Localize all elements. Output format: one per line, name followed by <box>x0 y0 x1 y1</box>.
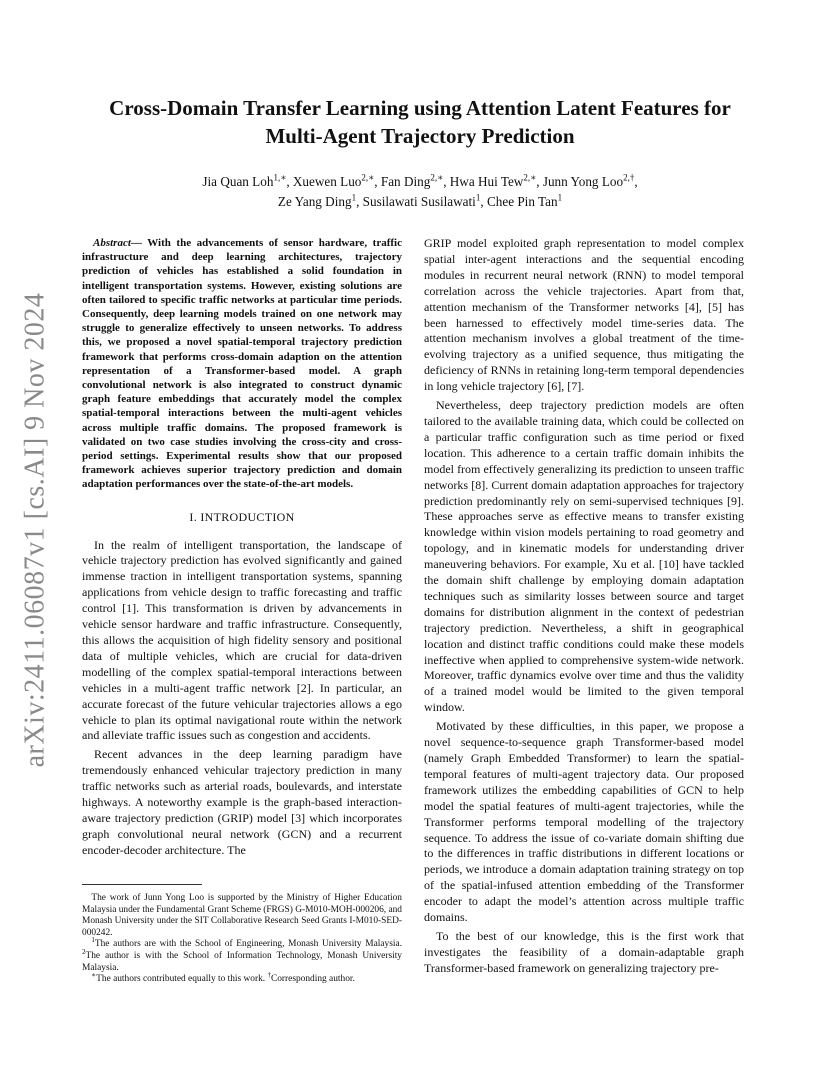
author-name: Fan Ding <box>380 174 431 189</box>
author-affiliation-mark: 2,∗ <box>430 172 444 183</box>
author-line-1: Jia Quan Loh$^{1,∗}$, Xuewen Luo$^{2,∗}$, Fan Ding$^{2,∗}$, Hwa Hui Tew$^{2,∗}$, Junn Yong Loo$^{2,\dagger}$, <box>202 172 638 189</box>
body-paragraph: Motivated by these difficulties, in this paper, we propose a novel sequence-to-sequence graph Transformer-based model (namely Graph Embedded Transformer) to learn the spatial-temporal features of multi-agent trajectory data. Our proposed framework utilizes the embedding capabilities of GCN to help model the spatial features of multi-agent trajectories, while the Transformer performs temporal modelling of the trajectory sequence. To address the issue of co-variate domain shifting due to the differences in traffic distributions in different locations or periods, we introduce a domain adaptation training strategy on top of the spatial-infused attention embedding of the Transformer encoder to adapt the model’s attention across multiple traffic domains. <box>424 719 744 925</box>
author-affiliation-mark: 2,† <box>623 172 635 183</box>
body-paragraph: In the realm of intelligent transportation, the landscape of vehicle trajectory prediction has evolved significantly and gained immense traction in intelligent transportation systems, spanning applications from vehicle design to traffic forecasting and traffic control [1]. This transformation is driven by advancements in vehicle sensor hardware and traffic infrastructure. Consequently, this allows the acquisition of high fidelity sensory and positional data of multiple vehicles, which are crucial for data-driven modelling of the complex spatial-temporal interactions between vehicles in a multi-agent traffic network [2]. In particular, an accurate forecast of the future vehicular trajectories allows a ego vehicle to plan its optimal navigational route within the network and alleviate traffic issues such as congestion and accidents. <box>82 537 402 743</box>
author-list <box>70 172 770 212</box>
abstract-text: — With the advancements of sensor hardware, traffic infrastructure and deep learning architectures, trajectory prediction of vehicles has established a solid foundation in intelligent transportation systems. However, existing solutions are often tailored to specific traffic networks at particular time periods. Consequently, deep learning models trained on one network may struggle to generalize effectively to unseen networks. To address this, we proposed a novel spatial-temporal trajectory prediction framework that performs cross-domain adaption on the attention representation of a Transformer-based model. A graph convolutional network is also integrated to construct dynamic graph feature embeddings that accurately model the complex spatial-temporal interactions between the multi-agent vehicles across multiple traffic domains. The proposed framework is validated on two case studies involving the cross-city and cross-period settings. Experimental results show that our proposed framework achieves superior trajectory prediction and domain adaptation performances over the state-of-the-art models. <box>82 237 402 491</box>
title-line-2: Multi-Agent Trajectory Prediction <box>265 124 575 148</box>
body-paragraph: Nevertheless, deep trajectory prediction models are often tailored to the available training data, which could be collected on a particular traffic configuration such as time period or fixed location. This adherence to a certain traffic domain inhibits the model from effectively generalizing its prediction to unseen traffic networks [8]. Current domain adaptation approaches for trajectory prediction predominantly rely on semi-supervised techniques [9]. These approaches serve as effective means to transfer existing knowledge within vision models pertaining to road geometry and topology, and in kinematic models for understanding driver maneuvering behaviors. For example, Xu et al. [10] have tackled the domain shift challenge by employing domain adaptation techniques such as similarity losses between source and target domains for distribution alignment in the context of pedestrian trajectory prediction. Nevertheless, a shift in geographical location and distinct traffic conditions could make these models ineffective when applied to comprehensive system-wide network. Moreover, traffic dynamics evolve over time and thus the validity of a trained model would be limited to the given temporal window. <box>424 398 744 715</box>
body-paragraph: Recent advances in the deep learning paradigm have tremendously enhanced vehicular trajectory prediction in many traffic networks such as arterial roads, boulevards, and interstate highways. A noteworthy example is the graph-based interaction-aware trajectory prediction (GRIP) model [3] which incorporates graph convolutional neural network (GCN) and a recurrent encoder-decoder architecture. The <box>82 747 402 857</box>
footnote-mark: † <box>267 971 271 980</box>
arxiv-identifier-stamp <box>19 292 51 768</box>
body-paragraph: GRIP model exploited graph representation to model complex spatial inter-agent interactions and the sequential encoding modules in recurrent neural network (RNN) to model temporal correlation across the vehicle trajectories. Apart from that, attention mechanism of the Transformer networks [4], [5] has been harnessed to effectively model time-series data. The attention mechanism involves a global treatment of the time-evolving trajectory as a unified sequence, thus mitigating the deficiency of RNNs in retaining long-term temporal dependencies in long vehicle trajectory [6], [7]. <box>424 236 744 394</box>
author-name: Ze Yang Ding <box>277 194 352 209</box>
title-line-1: Cross-Domain Transfer Learning using Attention Latent Features for <box>109 96 731 120</box>
footnotes <box>82 893 402 986</box>
author-name: Junn Yong Loo <box>542 174 624 189</box>
footnote-affiliations <box>82 936 402 974</box>
right-column <box>424 236 744 977</box>
author-affiliation-mark: 1 <box>557 192 563 203</box>
footnote-corresponding-author: Corresponding author. <box>270 974 355 985</box>
body-paragraph: To the best of our knowledge, this is the first work that investigates the feasibility of a domain-adaptable graph Transformer-based framework on generalizing trajectory pre- <box>424 928 744 975</box>
paper-title <box>70 94 770 150</box>
section-heading-introduction: I. INTRODUCTION <box>189 509 295 524</box>
footnote-divider <box>82 884 202 885</box>
author-affiliation-mark: 2,∗ <box>523 172 537 183</box>
abstract <box>82 236 402 492</box>
author-line-2: Ze Yang Ding$^1$, Susilawati Susilawati$^1$, Chee Pin Tan$^1$ <box>277 192 563 209</box>
footnote-mark: 2 <box>82 947 86 956</box>
author-name: Susilawati Susilawati <box>362 194 476 209</box>
footnote-mark: 1 <box>91 936 95 945</box>
author-name: Jia Quan Loh <box>202 174 274 189</box>
abstract-label: Abstract <box>93 237 131 249</box>
author-affiliation-mark: 1 <box>351 192 357 203</box>
footnote-mark: ∗ <box>91 971 97 980</box>
author-affiliation-mark: 1,∗ <box>273 172 287 183</box>
author-affiliation-mark: 1 <box>475 192 481 203</box>
author-name: Xuewen Luo <box>292 174 362 189</box>
footnote-affiliation-2: The author is with the School of Information Technology, Monash University Malaysia. <box>82 950 402 973</box>
arxiv-identifier-text: arXiv:2411.06087v1 [cs.AI] 9 Nov 2024 <box>19 292 51 768</box>
author-name: Chee Pin Tan <box>486 194 558 209</box>
left-column <box>82 236 402 859</box>
footnote-equal-contribution: The authors contributed equally to this work. <box>96 974 268 985</box>
footnote-funding: The work of Junn Yong Loo is supported by the Ministry of Higher Education Malaysia under the Fundamental Grant Scheme (FRGS) G-M010-MOH-000206, and Monash University under the SIT Collaborative Research Seed Grants I-M010-SED-000242. <box>82 893 402 938</box>
author-affiliation-mark: 2,∗ <box>361 172 375 183</box>
author-name: Hwa Hui Tew <box>449 174 524 189</box>
footnote-contributions <box>82 971 402 986</box>
footnote-affiliation-1: The authors are with the School of Engineering, Monash University Malaysia. <box>94 939 402 950</box>
